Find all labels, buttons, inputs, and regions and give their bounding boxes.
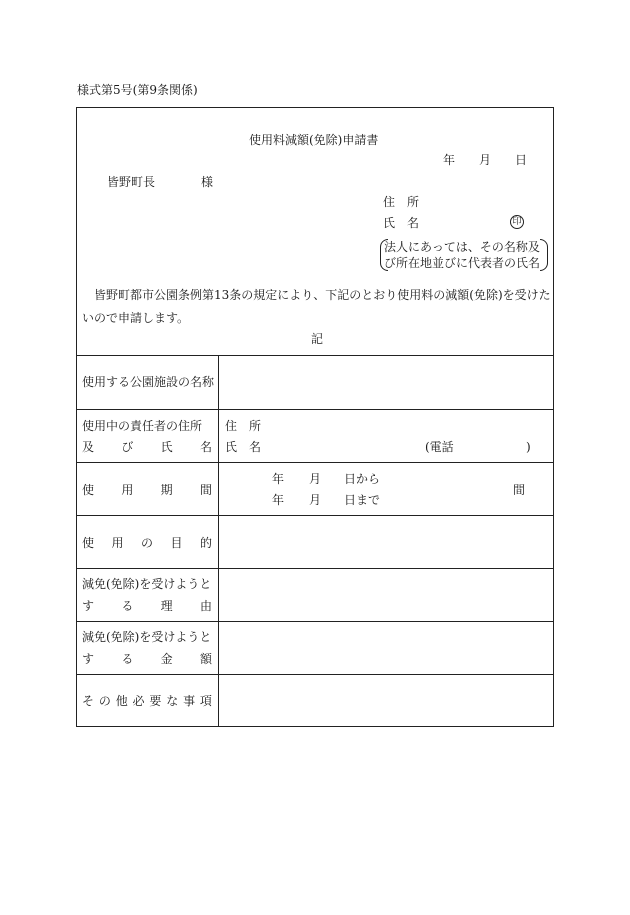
table-rule: [76, 355, 554, 356]
period-from-month: 月: [309, 472, 322, 486]
date-month: 月: [479, 153, 492, 167]
addressee-name: 皆野町長: [107, 175, 156, 189]
table-rule: [76, 462, 554, 463]
manager-label-line2: 及 び 氏 名: [82, 440, 212, 454]
seal-icon: 印: [510, 215, 524, 229]
amount-field[interactable]: [220, 623, 552, 672]
form-number: 様式第5号(第9条関係): [77, 83, 198, 97]
ki-mark: 記: [311, 332, 324, 346]
form-title: 使用料減額(免除)申請書: [249, 133, 379, 147]
table-rule: [76, 515, 554, 516]
period-field[interactable]: [220, 464, 552, 513]
corporate-note-line2: び所在地並びに代表者の氏名: [384, 256, 541, 270]
table-rule: [76, 674, 554, 675]
purpose-label: 使 用 の 目 的: [82, 536, 212, 550]
amount-label-line1: 減免(免除)を受けようと: [82, 630, 212, 644]
other-matters-field[interactable]: [220, 676, 552, 725]
corporate-note-line1: 法人にあっては、その名称及: [384, 240, 540, 254]
manager-field[interactable]: [262, 414, 550, 458]
manager-name-label: 氏 名: [225, 440, 262, 454]
date-year: 年: [443, 153, 456, 167]
manager-address-label: 住 所: [225, 419, 262, 433]
period-to-day: 日まで: [344, 493, 381, 507]
reason-field[interactable]: [220, 570, 552, 619]
facility-name-field[interactable]: [220, 357, 552, 407]
addressee-honorific: 様: [201, 175, 214, 189]
table-column-divider: [218, 355, 219, 727]
applicant-address-label: 住 所: [383, 195, 420, 209]
facility-name-label: 使用する公園施設の名称: [82, 375, 215, 389]
date-day: 日: [515, 153, 528, 167]
table-rule: [76, 409, 554, 410]
period-to-year: 年: [272, 493, 285, 507]
period-from-day: 日から: [344, 472, 381, 486]
phone-label: (電話: [425, 440, 454, 454]
purpose-field[interactable]: [220, 517, 552, 566]
body-text-line2: いので申請します。: [82, 311, 190, 325]
amount-label-line2: す る 金 額: [82, 652, 212, 666]
table-rule: [76, 568, 554, 569]
applicant-name-label: 氏 名: [383, 216, 420, 230]
period-to-month: 月: [309, 493, 322, 507]
phone-close: ): [526, 440, 531, 454]
table-rule: [76, 621, 554, 622]
reason-label-line1: 減免(免除)を受けようと: [82, 577, 212, 591]
manager-label-line1: 使用中の責任者の住所: [82, 419, 203, 433]
period-duration-label: 間: [513, 483, 526, 497]
period-from-year: 年: [272, 472, 285, 486]
body-text-line1: 皆野町都市公園条例第13条の規定により、下記のとおり使用料の減額(免除)を受けた: [94, 288, 551, 302]
period-label: 使 用 期 間: [82, 483, 212, 497]
reason-label-line2: す る 理 由: [82, 599, 212, 613]
other-matters-label: そ の 他 必 要 な 事 項: [82, 694, 212, 708]
